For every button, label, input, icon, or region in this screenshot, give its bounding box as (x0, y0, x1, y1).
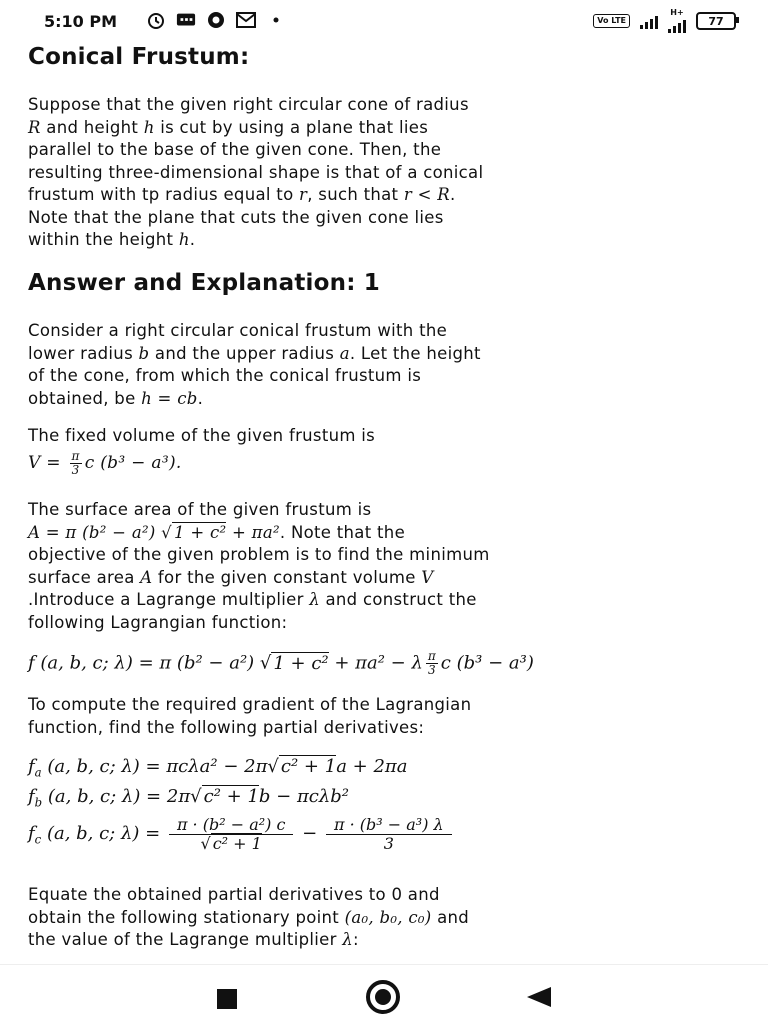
text-line: obtained, be h = cb. (28, 388, 204, 408)
text-line: A = π (b² − a²) √ 1 + c² + πa². Note that the (28, 522, 406, 542)
text-line: Consider a right circular conical frustum with the (28, 321, 448, 340)
text-line: within the height h. (28, 230, 196, 249)
paragraph-1 (28, 320, 648, 410)
partial-fb: $f_b$ (a, b, c; λ) = 2π√ c² + 1b − πcλb² (28, 786, 350, 810)
home-icon[interactable] (366, 980, 400, 1014)
chrome-icon (206, 11, 226, 29)
dot-icon (266, 11, 286, 29)
volte-badge: Vo LTE (593, 14, 630, 28)
text-line: function, find the following partial derivatives: (28, 717, 425, 737)
text-line: frustum with tp radius equal to r, such that r < R. (28, 185, 456, 204)
text-line: To compute the required gradient of the Lagrangian (28, 695, 472, 714)
text-line: The surface area of the given frustum is (28, 500, 372, 519)
partial-fa: $f_a$ (a, b, c; λ) = πcλa² − 2π√ c² + 1a + 2πa (28, 756, 408, 780)
paragraph-gradient (28, 694, 648, 739)
text-line: Note that the plane that cuts the given cone lies (28, 207, 444, 227)
status-time: 5:10 PM (44, 12, 118, 31)
text-line: objective of the given problem is to find the minimum (28, 545, 490, 564)
lagrangian-equation: f (a, b, c; λ) = π (b² − a²) √ 1 + c² + πa² − λ $\frac{\pi}{3}$ c (b³ − a³) (28, 649, 534, 678)
battery-level: 77 (708, 14, 724, 28)
text-line: resulting three-dimensional shape is that of a conical (28, 162, 484, 182)
section-title: Conical Frustum: (28, 44, 250, 70)
text-line: following Lagrangian function: (28, 612, 288, 632)
answer-heading: Answer and Explanation: 1 (28, 270, 380, 296)
volume-equation: V = $\frac{\pi}{3}$ c (b³ − a³). (28, 448, 182, 477)
text-line: Equate the obtained partial derivatives to 0 and (28, 885, 440, 904)
battery-icon (696, 12, 736, 30)
paragraph-surface (28, 499, 648, 634)
text-line: of the cone, from which the conical frustum is (28, 366, 422, 385)
network-type: H+ (670, 8, 684, 17)
paragraph-volume (28, 425, 648, 477)
partial-fc: $f_c$ (a, b, c; λ) = $\frac{\text{π · (b² − a²) c}}{\text{√ c² + 1}}$ − $\frac{\text{π · (b³ − a³) λ}}{3}$ (28, 816, 455, 852)
navigation-bar (0, 964, 768, 1025)
text-line: obtain the following stationary point (a₀, b₀, c₀) and (28, 907, 470, 927)
alarm-icon (146, 11, 166, 29)
message-icon (176, 11, 196, 29)
text-line: lower radius b and the upper radius a. Let the height (28, 343, 481, 363)
text-line: Suppose that the given right circular cone of radius (28, 95, 469, 114)
intro-paragraph (28, 94, 648, 252)
notification-icons (146, 11, 286, 29)
signal-icon (640, 13, 658, 29)
text-line: the value of the Lagrange multiplier λ: (28, 930, 359, 949)
gmail-icon (236, 11, 256, 29)
paragraph-stationary (28, 884, 648, 952)
back-icon[interactable] (527, 987, 551, 1007)
text-line: .Introduce a Lagrange multiplier λ and construct the (28, 590, 477, 609)
text-line: surface area A for the given constant volume V (28, 567, 434, 587)
status-right (593, 9, 736, 33)
signal-icon-2 (668, 9, 686, 33)
recents-icon[interactable] (217, 989, 237, 1009)
text-line: The fixed volume of the given frustum is (28, 426, 376, 445)
text-line: R and height h is cut by using a plane that lies (28, 117, 429, 137)
status-bar (0, 0, 768, 42)
text-line: parallel to the base of the given cone. Then, the (28, 140, 442, 159)
